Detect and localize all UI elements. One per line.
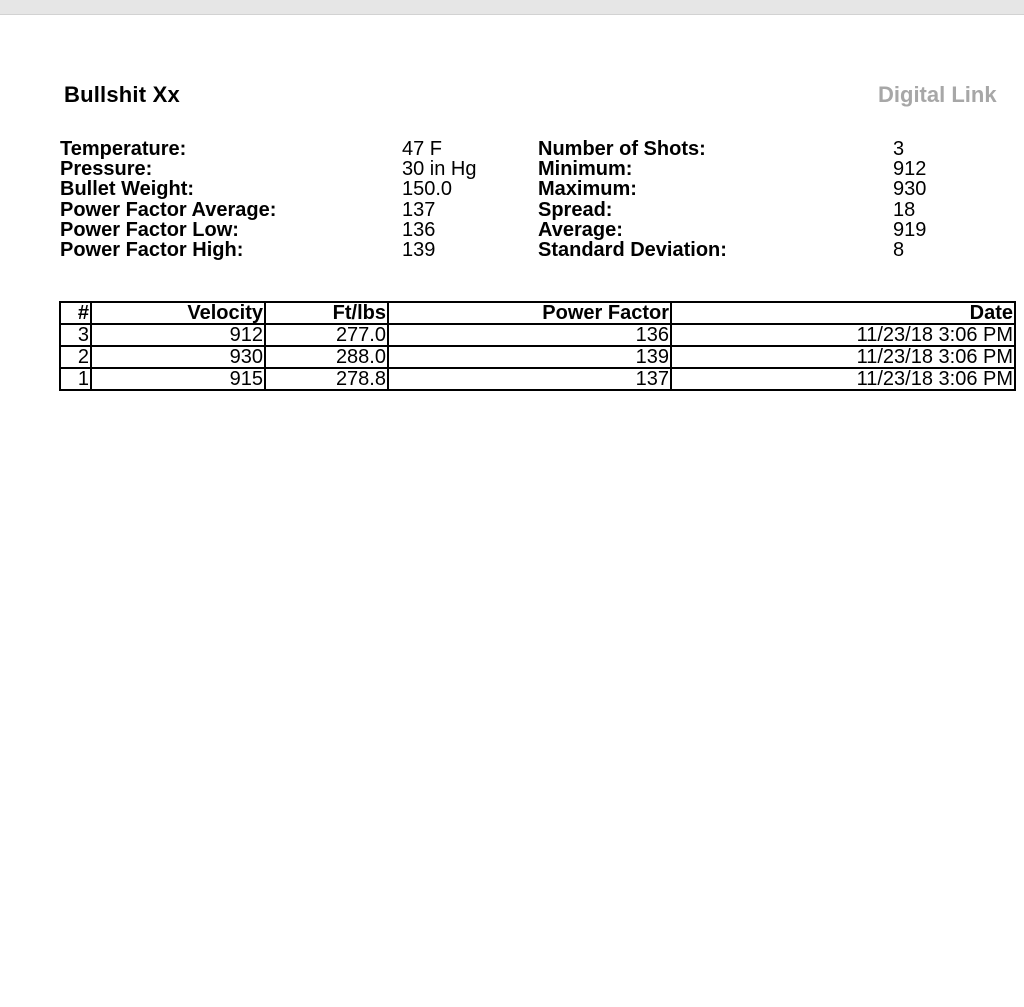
average-label: Average: <box>538 218 623 241</box>
bullet-weight-value: 150.0 <box>402 178 453 201</box>
cell-date: 11/23/18 3:06 PM <box>671 346 1015 368</box>
cell-velocity: 915 <box>91 368 265 390</box>
table-row <box>60 368 1015 390</box>
cell-power-factor: 137 <box>388 368 671 390</box>
cell-date: 11/23/18 3:06 PM <box>671 324 1015 346</box>
cell-ft-lbs: 288.0 <box>265 346 388 368</box>
cell-shot-number: 1 <box>60 368 91 390</box>
cell-shot-number: 3 <box>60 324 91 346</box>
average-value: 919 <box>893 218 927 241</box>
pressure-label: Pressure: <box>60 158 153 181</box>
cell-power-factor: 139 <box>388 346 671 368</box>
bullet-weight-label: Bullet Weight: <box>60 178 195 201</box>
header-ft-lbs: Ft/lbs <box>265 302 388 324</box>
temperature-value: 47 F <box>402 138 443 160</box>
cell-velocity: 930 <box>91 346 265 368</box>
statistics-values <box>893 139 926 260</box>
header-power-factor: Power Factor <box>388 302 671 324</box>
header-shot-number: # <box>60 302 91 324</box>
power-factor-average-label: Power Factor Average: <box>60 198 277 221</box>
shots-table <box>59 301 1016 391</box>
spread-value: 18 <box>893 198 916 221</box>
spread-label: Spread: <box>538 198 613 221</box>
temperature-label: Temperature: <box>60 138 187 160</box>
cell-date: 11/23/18 3:06 PM <box>671 368 1015 390</box>
power-factor-high-value: 139 <box>402 238 436 261</box>
standard-deviation-value: 8 <box>893 238 905 261</box>
header-velocity: Velocity <box>91 302 265 324</box>
number-of-shots-value: 3 <box>893 138 905 160</box>
minimum-label: Minimum: <box>538 158 633 181</box>
maximum-label: Maximum: <box>538 178 637 201</box>
table-header-row <box>60 302 1015 324</box>
minimum-value: 912 <box>893 158 927 181</box>
cell-power-factor: 136 <box>388 324 671 346</box>
top-window-strip <box>0 0 1024 15</box>
power-factor-low-value: 136 <box>402 218 436 241</box>
table-row <box>60 346 1015 368</box>
power-factor-low-label: Power Factor Low: <box>60 218 239 241</box>
table-row <box>60 324 1015 346</box>
number-of-shots-label: Number of Shots: <box>538 138 706 160</box>
power-factor-high-label: Power Factor High: <box>60 238 244 261</box>
cell-shot-number: 2 <box>60 346 91 368</box>
statistics-labels <box>538 139 727 260</box>
cell-ft-lbs: 278.8 <box>265 368 388 390</box>
power-factor-average-value: 137 <box>402 198 436 221</box>
brand-label: Digital Link <box>878 82 997 107</box>
header-date: Date <box>671 302 1015 324</box>
cell-ft-lbs: 277.0 <box>265 324 388 346</box>
pressure-value: 30 in Hg <box>402 158 477 181</box>
conditions-values <box>402 139 477 260</box>
cell-velocity: 912 <box>91 324 265 346</box>
maximum-value: 930 <box>893 178 927 201</box>
report-title: Bullshit Xx <box>64 82 180 107</box>
standard-deviation-label: Standard Deviation: <box>538 238 727 261</box>
conditions-labels <box>60 139 276 260</box>
